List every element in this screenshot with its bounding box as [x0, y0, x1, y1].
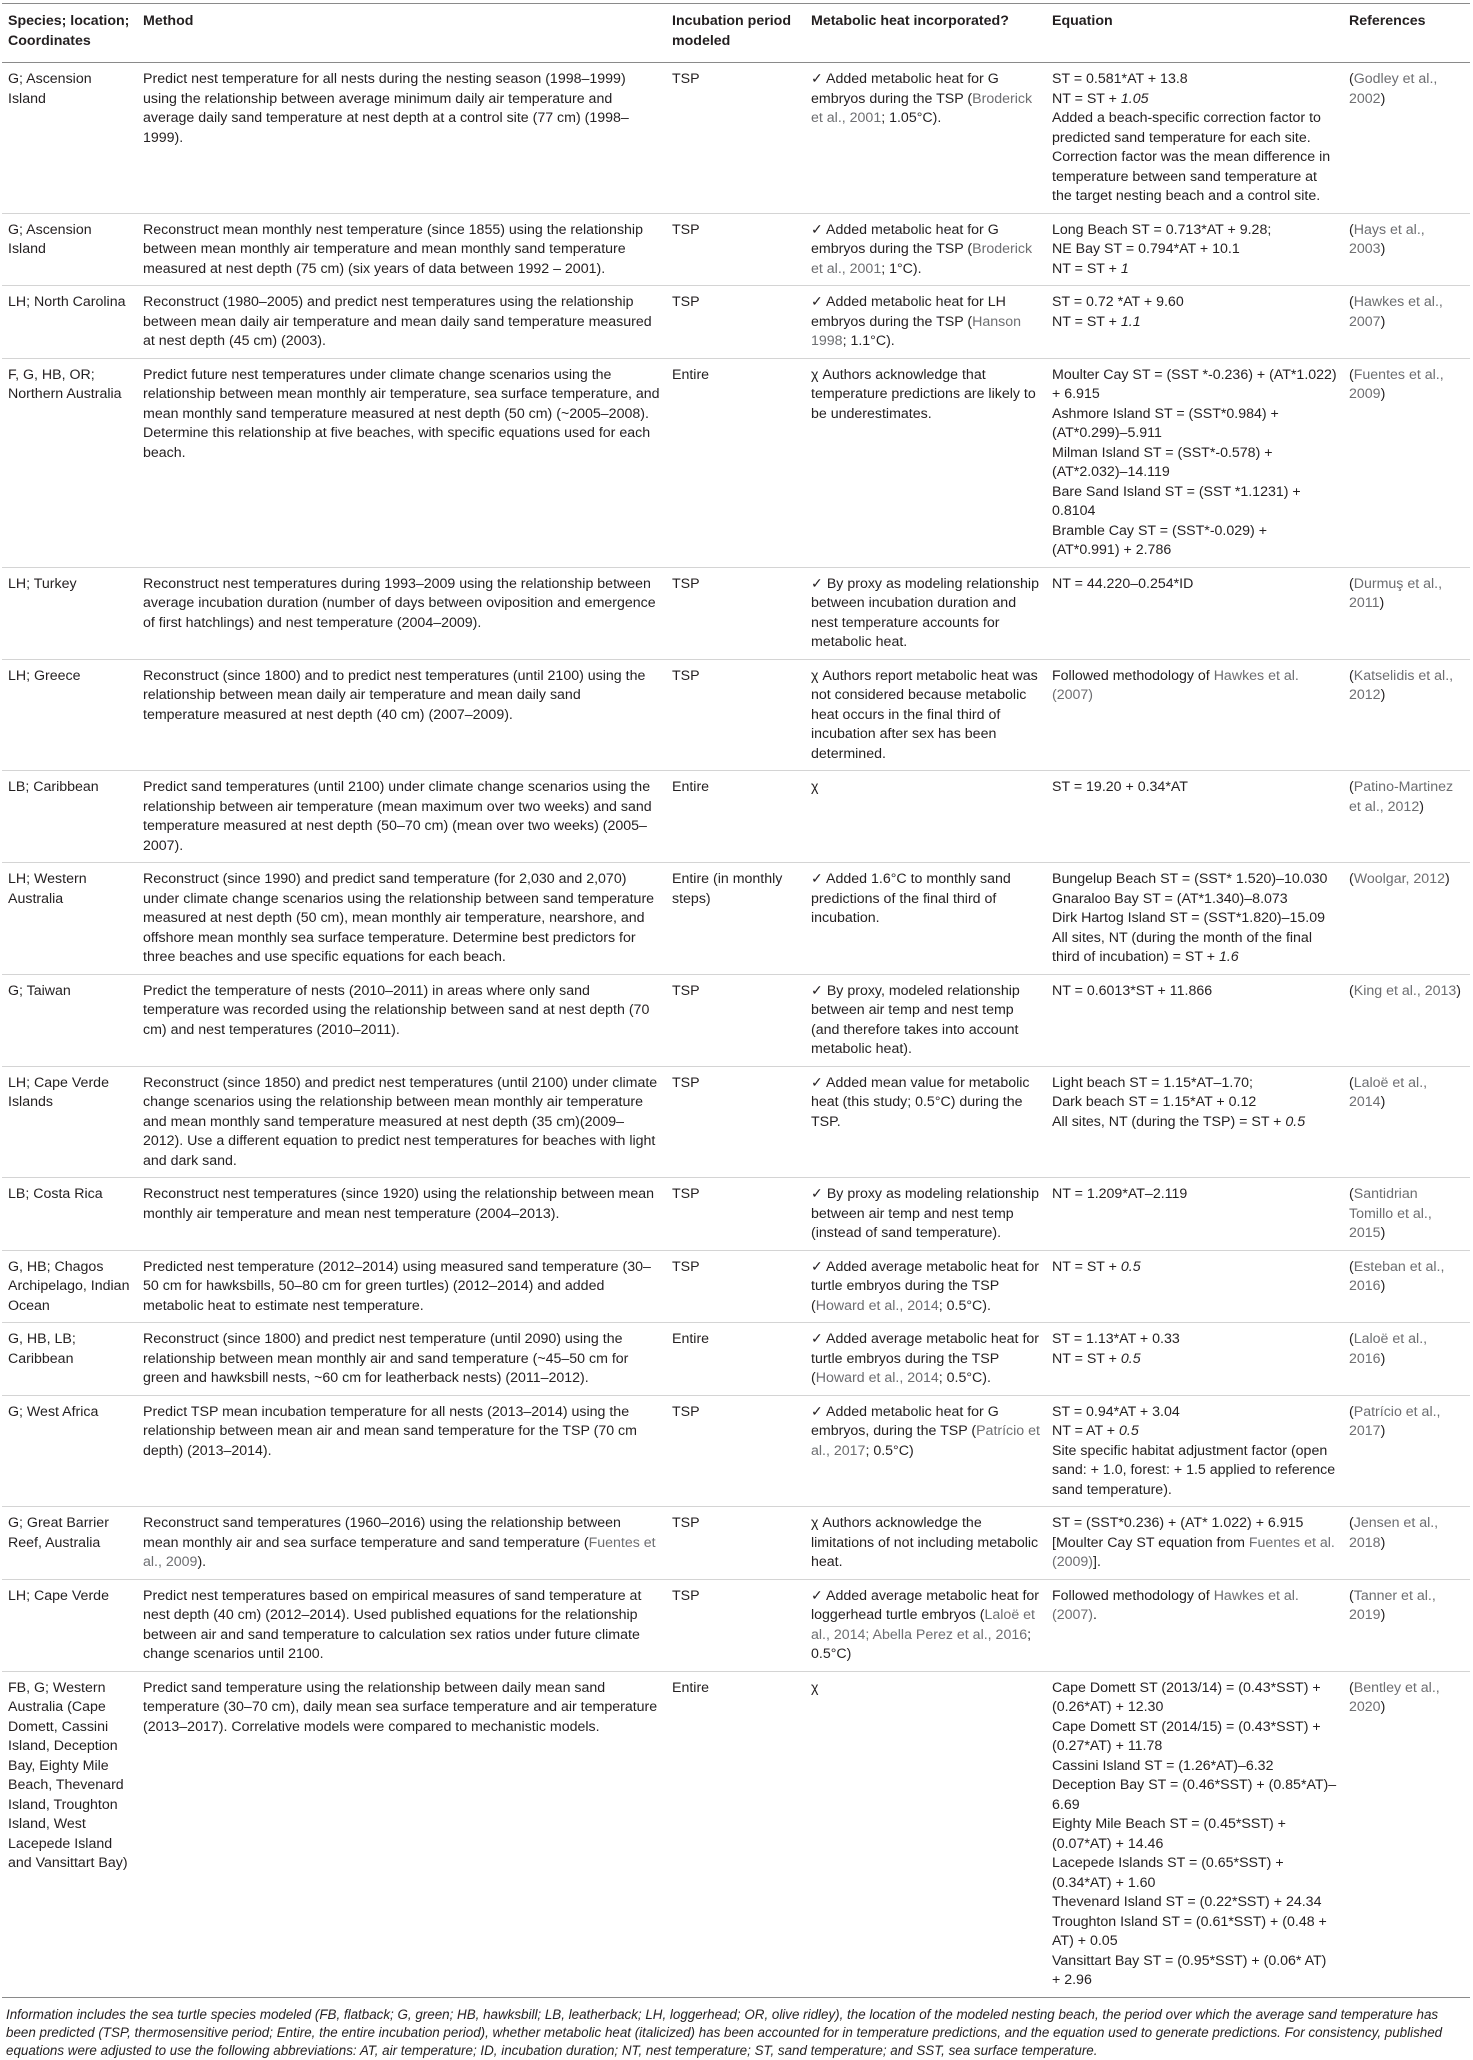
reference-link: Patino-Martinez et al., 2012: [1349, 779, 1454, 815]
metabolic-heat-term: 0.5: [1120, 1350, 1141, 1367]
cell-reference: (Patino-Martinez et al., 2012): [1343, 771, 1470, 863]
equation-line: [1052, 667, 1337, 706]
method-citation: Fuentes et al., 2009: [143, 1534, 656, 1570]
cell-species: LB; Caribbean: [2, 771, 137, 863]
equation-text: ST = 1.13*AT + 0.33: [1052, 1331, 1180, 1347]
cell-equation: [1046, 1395, 1343, 1507]
equation-text: Light beach ST = 1.15*AT–1.70;: [1052, 1074, 1253, 1091]
cell-method: [137, 1250, 666, 1323]
header-period: Incubation period modeled: [666, 4, 805, 63]
cell-equation: [1046, 863, 1343, 975]
equation-text: Dirk Hartog Island ST = (SST*1.820)–15.09: [1052, 910, 1325, 926]
equation-line: [1052, 1587, 1337, 1626]
table-row: [2, 771, 1470, 863]
equation-line: [1052, 1403, 1337, 1423]
table-row: [2, 1671, 1470, 1997]
cell-method: [137, 1066, 666, 1178]
cell-species: LH; Greece: [2, 659, 137, 771]
cell-equation: [1046, 358, 1343, 567]
equation-text: NE Bay ST = 0.794*AT + 10.1: [1052, 241, 1240, 257]
heat-citation: Howard et al., 2014: [815, 1370, 939, 1386]
cell-reference: (Woolgar, 2012): [1343, 863, 1470, 975]
reference-link: Patrício et al., 2017: [1349, 1403, 1441, 1439]
equation-line: [1052, 1442, 1337, 1501]
equation-text: Bare Sand Island ST = (SST *1.1231) + 0.8104: [1052, 483, 1301, 519]
method-text: Predict nest temperature for all nests during the nesting season (1998–1999) using the relationship between average minimum daily air temperature and average daily sand temperature at nest depth at a control site (77 cm) (1998–1999).: [143, 71, 629, 146]
equation-text: NT = 44.220–0.254*ID: [1052, 575, 1194, 592]
cell-equation: [1046, 771, 1343, 863]
cell-reference: (King et al., 2013): [1343, 974, 1470, 1066]
equation-line: [1052, 90, 1337, 110]
cell-method: [137, 1579, 666, 1671]
equation-line: [1052, 1074, 1337, 1094]
reference-link: Hays et al., 2003: [1349, 221, 1425, 257]
heat-citation: Hanson 1998: [811, 313, 1022, 349]
reference-link: Laloë et al., 2014: [1349, 1074, 1428, 1110]
equation-line: [1052, 1534, 1337, 1573]
heat-value: ; 1.05°C).: [881, 110, 942, 126]
cell-metabolic-heat: [805, 1066, 1046, 1178]
cell-equation: [1046, 1671, 1343, 1997]
cell-species: FB, G; Western Australia (Cape Domett, Cassini Island, Deception Bay, Eighty Mile Beach, Thevenard Island, Troughton Island, West Lacepede Island and Vansittart Bay): [2, 1671, 137, 1997]
header-row: [2, 4, 1470, 63]
heat-citation: Howard et al., 2014: [815, 1297, 939, 1314]
reference-link: Bentley et al., 2020: [1349, 1679, 1440, 1715]
equation-line: [1052, 1757, 1337, 1777]
reference-link: King et al., 2013: [1353, 982, 1457, 999]
cell-period: TSP: [666, 213, 805, 286]
metabolic-heat-term: 0.5: [1285, 1113, 1306, 1130]
cell-species: LH; North Carolina: [2, 286, 137, 359]
cell-species: LB; Costa Rica: [2, 1178, 137, 1251]
equation-text: Followed methodology of: [1052, 667, 1214, 684]
equation-line: [1052, 109, 1337, 207]
reference-link: Woolgar, 2012: [1353, 871, 1445, 887]
equation-text: Cape Domett ST (2014/15) = (0.43*SST) +(0.27*AT) + 11.78: [1052, 1718, 1321, 1754]
cell-period: Entire (in monthly steps): [666, 863, 805, 975]
equation-text: NT = ST +: [1052, 90, 1121, 107]
heat-text: χ Authors report metabolic heat was not considered because metabolic heat occurs in the final third of incubation after sex has been determined.: [811, 667, 1038, 762]
table-row: [2, 1250, 1470, 1323]
cell-period: TSP: [666, 1507, 805, 1580]
heat-text: ✓ By proxy as modeling relationship between incubation duration and nest temperature accounts for metabolic heat.: [811, 575, 1039, 650]
heat-value: ; 0.5°C): [865, 1442, 914, 1459]
cell-metabolic-heat: ✓ Added average metabolic heat for turtle embryos during the TSP (Howard et al., 2014; 0.5°C).: [805, 1323, 1046, 1396]
equation-text: Lacepede Islands ST = (0.65*SST) + (0.34*AT) + 1.60: [1052, 1855, 1284, 1891]
heat-citation: Patrício et al., 2017: [811, 1423, 1040, 1459]
metabolic-heat-term: 1.1: [1120, 313, 1141, 330]
heat-value: ; 0.5°C).: [938, 1297, 991, 1314]
method-text: Predict future nest temperatures under climate change scenarios using the relationship between mean monthly air temperature, sea surface temperature, and mean monthly sand temperature measured at nest depth (50 cm) (~2005–2008). Determine this relationship at five beaches, with specific equations used for each beach.: [143, 366, 660, 461]
cell-equation: [1046, 974, 1343, 1066]
equation-text: Added a beach-specific correction factor to predicted sand temperature for each site. Correction factor was the mean difference in temperature between sand temperature at the target nesting beach and a control site.: [1052, 110, 1331, 204]
cell-period: TSP: [666, 1066, 805, 1178]
equation-line: [1052, 890, 1337, 910]
cell-equation: [1046, 1178, 1343, 1251]
equation-text: Milman Island ST = (SST*-0.578) + (AT*2.032)–14.119: [1052, 444, 1273, 480]
equation-line: [1052, 1913, 1337, 1952]
cell-method: Reconstruct sand temperatures (1960–2016) using the relationship between mean monthly air and sea surface temperature and sand temperature (Fuentes et al., 2009).: [137, 1507, 666, 1580]
cell-method: [137, 567, 666, 659]
cell-metabolic-heat: ✓ Added metabolic heat for G embryos during the TSP (Broderick et al., 2001; 1.05°C).: [805, 63, 1046, 214]
cell-metabolic-heat: [805, 974, 1046, 1066]
equation-line: [1052, 1514, 1337, 1534]
cell-metabolic-heat: [805, 567, 1046, 659]
equation-text: Bramble Cay ST = (SST*-0.029) + (AT*0.991) + 2.786: [1052, 522, 1268, 558]
table-row: [2, 1066, 1470, 1178]
reference-link: Fuentes et al., 2009: [1349, 366, 1444, 402]
equation-text: Long Beach ST = 0.713*AT + 9.28;: [1052, 221, 1272, 238]
cell-metabolic-heat: [805, 863, 1046, 975]
cell-period: TSP: [666, 1250, 805, 1323]
table-row: [2, 1395, 1470, 1507]
equation-line: [1052, 1093, 1337, 1113]
equation-line: [1052, 240, 1337, 260]
table-row: [2, 567, 1470, 659]
cell-equation: [1046, 567, 1343, 659]
cell-reference: (Fuentes et al., 2009): [1343, 358, 1470, 567]
header-equation: Equation: [1046, 4, 1343, 63]
heat-text: ✓ Added metabolic heat for G embryos, during the TSP: [811, 1403, 999, 1439]
equation-text: Ashmore Island ST = (SST*0.984) + (AT*0.299)–5.911: [1052, 405, 1279, 441]
cell-metabolic-heat: ✓ Added metabolic heat for G embryos, during the TSP (Patrício et al., 2017; 0.5°C): [805, 1395, 1046, 1507]
cell-method: [137, 659, 666, 771]
equation-text: ST = 0.581*AT + 13.8: [1052, 71, 1188, 87]
cell-reference: (Laloë et al., 2016): [1343, 1323, 1470, 1396]
equation-line: [1052, 1258, 1337, 1278]
equation-text: Moulter Cay ST = (SST *-0.236) + (AT*1.022) + 6.915: [1052, 366, 1337, 402]
metabolic-heat-term: 1: [1120, 260, 1129, 277]
method-text: Reconstruct (since 1990) and predict sand temperature (for 2,030 and 2,070) under climate change scenarios using the relationship between sand temperature measured at nest depth (50 cm), mean monthly air temperature, nearshore, and offshore mean monthly sea surface temperature. Determine best predictors for three beaches and use specific equations for each beach.: [143, 871, 655, 965]
cell-reference: (Jensen et al., 2018): [1343, 1507, 1470, 1580]
method-text: Reconstruct mean monthly nest temperature (since 1855) using the relationship between mean monthly air temperature and mean monthly sand temperature measured at nest depth (75 cm) (six years of data between 1992 – 2001).: [143, 221, 643, 277]
table-row: [2, 1507, 1470, 1580]
equation-line: [1052, 1679, 1337, 1718]
header-method: Method: [137, 4, 666, 63]
cell-period: Entire: [666, 1671, 805, 1997]
cell-reference: (Bentley et al., 2020): [1343, 1671, 1470, 1997]
equation-line: [1052, 1350, 1337, 1370]
equation-text: Cape Domett ST (2013/14) = (0.43*SST) + (0.26*AT) + 12.30: [1052, 1679, 1321, 1715]
cell-method: [137, 213, 666, 286]
cell-metabolic-heat: ✓ Added average metabolic heat for loggerhead turtle embryos (Laloë et al., 2014; Abella Perez et al., 2016; 0.5°C): [805, 1579, 1046, 1671]
cell-period: TSP: [666, 974, 805, 1066]
equation-line: [1052, 221, 1337, 241]
cell-equation: [1046, 286, 1343, 359]
reference-link: Esteban et al., 2016: [1349, 1258, 1445, 1294]
method-text: Predict nest temperatures based on empirical measures of sand temperature at nest depth (40 cm) (2012–2014). Used published equations for the relationship between air and sand temperature to calculation sex ratios under future climate change scenarios until 2100.: [143, 1587, 642, 1662]
equation-citation: Hawkes et al. (2007): [1052, 667, 1299, 703]
equation-line: [1052, 929, 1337, 968]
method-text: Predict the temperature of nests (2010–2011) in areas where only sand temperature was recorded using the relationship between sand at nest depth (70 cm) and nest temperatures (2010–2011).: [143, 982, 650, 1038]
cell-method: [137, 1323, 666, 1396]
cell-metabolic-heat: ✓ Added metabolic heat for G embryos during the TSP (Broderick et al., 2001; 1°C).: [805, 213, 1046, 286]
equation-line: [1052, 1952, 1337, 1991]
table-container: [2, 3, 1470, 2060]
reference-link: Jensen et al., 2018: [1349, 1515, 1439, 1551]
equation-text: NT = ST +: [1052, 260, 1121, 277]
cell-species: G; West Africa: [2, 1395, 137, 1507]
method-text: Reconstruct (since 1800) and to predict nest temperatures (until 2100) using the relationship between mean daily air temperature and mean daily sand temperature measured at nest depth (40 cm) (2007–2009).: [143, 667, 646, 723]
equation-text: Gnaraloo Bay ST = (AT*1.340)–8.073: [1052, 890, 1288, 907]
cell-method: [137, 974, 666, 1066]
equation-text: Cassini Island ST = (1.26*AT)–6.32: [1052, 1757, 1274, 1774]
cell-period: TSP: [666, 1579, 805, 1671]
method-text: Predict TSP mean incubation temperature for all nests (2013–2014) using the relationship between mean air and mean sand temperature for the TSP (70 cm depth) (2013–2014).: [143, 1403, 637, 1459]
equation-line: [1052, 1113, 1337, 1133]
cell-equation: [1046, 1579, 1343, 1671]
heat-text: ✓ By proxy as modeling relationship between air temp and nest temp (instead of sand temperature).: [811, 1186, 1039, 1241]
table-row: [2, 286, 1470, 359]
method-text: Reconstruct nest temperatures (since 1920) using the relationship between mean monthly air temperature and mean nest temperature (2004–2013).: [143, 1186, 655, 1222]
table-row: [2, 1323, 1470, 1396]
equation-line: [1052, 483, 1337, 522]
cell-method: [137, 771, 666, 863]
equation-text: [Moulter Cay ST equation from: [1052, 1534, 1249, 1551]
equation-line: [1052, 260, 1337, 280]
heat-text: ✓ Added 1.6°C to monthly sand predictions of the final third of incubation.: [811, 871, 1011, 926]
cell-period: Entire: [666, 1323, 805, 1396]
equation-text: NT = ST +: [1052, 313, 1121, 330]
cell-period: TSP: [666, 63, 805, 214]
header-references: References: [1343, 4, 1470, 63]
heat-text: ✓ By proxy, modeled relationship between air temp and nest temp (and therefore takes into account metabolic heat).: [811, 982, 1020, 1057]
cell-equation: [1046, 1250, 1343, 1323]
cell-period: TSP: [666, 567, 805, 659]
cell-species: LH; Cape Verde: [2, 1579, 137, 1671]
method-text: Reconstruct nest temperatures during 1993–2009 using the relationship between average incubation duration (number of days between oviposition and emergence of first hatchlings) and nest temperature (2004–2009).: [143, 575, 656, 631]
equation-line: [1052, 870, 1337, 890]
cell-species: G; Ascension Island: [2, 213, 137, 286]
metabolic-heat-term: 1.05: [1120, 90, 1149, 107]
heat-text: ✓ Added average metabolic heat for turtle embryos during the TSP: [811, 1331, 1039, 1367]
cell-reference: (Esteban et al., 2016): [1343, 1250, 1470, 1323]
method-text: Predict sand temperatures (until 2100) under climate change scenarios using the relationship between air temperature (mean maximum over two weeks) and sand temperature measured at nest depth (50–70 cm) (mean over two weeks) (2005–2007).: [143, 779, 652, 854]
cell-equation: [1046, 63, 1343, 214]
equation-line: [1052, 1854, 1337, 1893]
cell-method: [137, 1395, 666, 1507]
equation-line: [1052, 405, 1337, 444]
cell-equation: [1046, 1066, 1343, 1178]
equation-text: Bungelup Beach ST = (SST* 1.520)–10.030: [1052, 871, 1328, 887]
equation-text: NT = 1.209*AT–2.119: [1052, 1186, 1188, 1202]
equation-line: [1052, 1330, 1337, 1350]
equation-text: Site specific habitat adjustment factor (open sand: + 1.0, forest: + 1.5 applied to reference sand temperature).: [1052, 1442, 1336, 1498]
header-species: Species; location; Coordinates: [2, 4, 137, 63]
cell-species: G; Great Barrier Reef, Australia: [2, 1507, 137, 1580]
cell-period: TSP: [666, 286, 805, 359]
cell-equation: [1046, 659, 1343, 771]
cell-reference: (Santidrian Tomillo et al., 2015): [1343, 1178, 1470, 1251]
reference-link: Hawkes et al., 2007: [1349, 294, 1443, 330]
heat-text: χ: [811, 1679, 819, 1696]
cell-method: [137, 863, 666, 975]
method-text: Reconstruct (since 1800) and predict nest temperature (until 2090) using the relationship between mean monthly air and sand temperature (~45–50 cm for green and hawksbill nests, ~60 cm for leatherback nests) (2011–2012).: [143, 1331, 629, 1386]
heat-text: ✓ Added metabolic heat for LH embryos during the TSP: [811, 294, 1006, 330]
heat-citation: Broderick et al., 2001: [811, 241, 1033, 277]
equation-citation: Fuentes et al. (2009): [1052, 1534, 1335, 1570]
table-row: [2, 974, 1470, 1066]
metabolic-heat-term: 0.5: [1119, 1423, 1139, 1439]
equation-text: NT = ST +: [1052, 1258, 1121, 1275]
reference-link: Durmuş et al., 2011: [1349, 575, 1443, 611]
equation-line: [1052, 909, 1337, 929]
cell-reference: (Godley et al., 2002): [1343, 63, 1470, 214]
heat-text: ✓ Added average metabolic heat for loggerhead turtle embryos: [811, 1587, 1039, 1623]
metabolic-heat-term: 0.5: [1120, 1258, 1141, 1275]
metabolic-heat-term: 1.6: [1218, 949, 1239, 965]
cell-metabolic-heat: ✓ Added metabolic heat for LH embryos during the TSP (Hanson 1998; 1.1°C).: [805, 286, 1046, 359]
reference-link: Santidrian Tomillo et al., 2015: [1349, 1186, 1432, 1241]
method-text: Reconstruct (1980–2005) and predict nest temperatures using the relationship between mean daily air temperature and mean daily sand temperature measured at nest depth (45 cm) (2003).: [143, 294, 652, 349]
cell-species: G, HB, LB; Caribbean: [2, 1323, 137, 1396]
cell-metabolic-heat: ✓ Added average metabolic heat for turtle embryos during the TSP (Howard et al., 2014; 0.5°C).: [805, 1250, 1046, 1323]
cell-period: TSP: [666, 659, 805, 771]
reference-link: Laloë et al., 2016: [1349, 1331, 1428, 1367]
equation-line: [1052, 444, 1337, 483]
method-text: Reconstruct sand temperatures (1960–2016) using the relationship between mean monthly air and sea surface temperature and sand temperature: [143, 1515, 621, 1551]
table-body: [2, 63, 1470, 1998]
equation-line: [1052, 575, 1337, 595]
equation-line: [1052, 366, 1337, 405]
nest-temperature-table: [2, 3, 1470, 1998]
cell-metabolic-heat: [805, 659, 1046, 771]
equation-line: [1052, 1893, 1337, 1913]
heat-value: ; 0.5°C): [811, 1626, 1032, 1662]
table-row: [2, 659, 1470, 771]
header-metabolic-heat: Metabolic heat incorporated?: [805, 4, 1046, 63]
reference-link: Katselidis et al., 2012: [1349, 667, 1454, 703]
heat-text: ✓ Added mean value for metabolic heat (this study; 0.5°C) during the TSP.: [811, 1074, 1030, 1130]
cell-metabolic-heat: [805, 358, 1046, 567]
equation-text: NT = ST +: [1052, 1350, 1121, 1367]
equation-text: NT = AT +: [1052, 1423, 1120, 1439]
cell-species: G; Ascension Island: [2, 63, 137, 214]
cell-species: G; Taiwan: [2, 974, 137, 1066]
table-row: [2, 1178, 1470, 1251]
equation-line: [1052, 778, 1337, 798]
table-row: [2, 358, 1470, 567]
equation-text: Vansittart Bay ST = (0.95*SST) + (0.06* AT) + 2.96: [1052, 1952, 1327, 1988]
heat-text: ✓ Added average metabolic heat for turtle embryos during the TSP: [811, 1258, 1039, 1294]
heat-value: ; 1°C).: [881, 260, 922, 277]
equation-line: [1052, 70, 1337, 90]
cell-reference: (Tanner et al., 2019): [1343, 1579, 1470, 1671]
heat-value: ; 1.1°C).: [842, 333, 895, 349]
heat-text: χ Authors acknowledge that temperature predictions are likely to be underestimates.: [811, 366, 1036, 422]
cell-period: Entire: [666, 358, 805, 567]
cell-equation: [1046, 1323, 1343, 1396]
method-text: Predicted nest temperature (2012–2014) using measured sand temperature (30–50 cm for hawksbills, 50–80 cm for green turtles) (2012–2014) and added metabolic heat to estimate nest temperature.: [143, 1258, 651, 1314]
cell-metabolic-heat: [805, 1507, 1046, 1580]
cell-reference: (Katselidis et al., 2012): [1343, 659, 1470, 771]
cell-method: [137, 358, 666, 567]
equation-text: All sites, NT (during the TSP) = ST +: [1052, 1113, 1286, 1130]
reference-link: Godley et al., 2002: [1349, 71, 1438, 107]
equation-line: [1052, 522, 1337, 561]
cell-metabolic-heat: [805, 1671, 1046, 1997]
cell-reference: (Hays et al., 2003): [1343, 213, 1470, 286]
table-footnote: Information includes the sea turtle species modeled (FB, flatback; G, green; HB, hawksbill; LB, leatherback; LH, loggerhead; OR, olive ridley), the location of the modeled nesting beach, the period over which the average sand temperature has been predicted (TSP, thermosensitive period; Entire, the entire incubation period), whether metabolic heat (italicized) has been accounted for in temperature predictions, and the equation used to generate predictions. For consistency, published equations were adjusted to use the following abbreviations: AT, air temperature; ID, incubation duration; NT, nest temperature; ST, sand temperature; and SST, sea surface temperature.: [6, 2006, 1443, 2058]
table-row: [2, 863, 1470, 975]
table-row: [2, 213, 1470, 286]
cell-species: G, HB; Chagos Archipelago, Indian Ocean: [2, 1250, 137, 1323]
equation-text: Dark beach ST = 1.15*AT + 0.12: [1052, 1094, 1257, 1110]
equation-line: [1052, 982, 1337, 1002]
heat-value: ; 0.5°C).: [938, 1370, 991, 1386]
cell-method: [137, 1671, 666, 1997]
equation-text: Deception Bay ST = (0.46*SST) + (0.85*AT)–6.69: [1052, 1777, 1337, 1813]
equation-text: Thevenard Island ST = (0.22*SST) + 24.34: [1052, 1894, 1322, 1910]
cell-species: F, G, HB, OR; Northern Australia: [2, 358, 137, 567]
cell-equation: [1046, 213, 1343, 286]
cell-reference: (Patrício et al., 2017): [1343, 1395, 1470, 1507]
equation-line: [1052, 313, 1337, 333]
heat-text: χ Authors acknowledge the limitations of not including metabolic heat.: [811, 1515, 1039, 1570]
cell-reference: (Hawkes et al., 2007): [1343, 286, 1470, 359]
cell-method: [137, 63, 666, 214]
method-text: Reconstruct (since 1850) and predict nest temperatures (until 2100) under climate change scenarios using the relationship between mean monthly air temperature and mean monthly sand temperature measured at nest depth (35 cm)(2009–2012). Use a different equation to predict nest temperatures for beaches with light and dark sand.: [143, 1074, 658, 1169]
equation-text: NT = 0.6013*ST + 11.866: [1052, 982, 1213, 999]
heat-text: ✓ Added metabolic heat for G embryos during the TSP: [811, 71, 999, 107]
cell-species: LH; Cape Verde Islands: [2, 1066, 137, 1178]
equation-text: ST = 0.72 *AT + 9.60: [1052, 294, 1184, 310]
equation-line: [1052, 1815, 1337, 1854]
cell-equation: [1046, 1507, 1343, 1580]
cell-method: [137, 286, 666, 359]
cell-period: Entire: [666, 771, 805, 863]
equation-suffix: ].: [1093, 1554, 1101, 1570]
cell-reference: (Laloë et al., 2014): [1343, 1066, 1470, 1178]
table-row: [2, 63, 1470, 214]
equation-text: Followed methodology of: [1052, 1587, 1214, 1604]
cell-reference: (Durmuş et al., 2011): [1343, 567, 1470, 659]
heat-citation: Laloë et al., 2014; Abella Perez et al., 2016: [811, 1607, 1035, 1643]
equation-text: All sites, NT (during the month of the final third of incubation) = ST +: [1052, 929, 1312, 965]
cell-metabolic-heat: [805, 1178, 1046, 1251]
cell-metabolic-heat: [805, 771, 1046, 863]
equation-line: [1052, 1422, 1337, 1442]
cell-method: [137, 1178, 666, 1251]
table-row: [2, 1579, 1470, 1671]
equation-citation: Hawkes et al. (2007): [1052, 1587, 1299, 1623]
cell-period: TSP: [666, 1395, 805, 1507]
heat-text: χ: [811, 779, 819, 795]
equation-line: [1052, 1185, 1337, 1205]
equation-text: Eighty Mile Beach ST = (0.45*SST) + (0.07*AT) + 14.46: [1052, 1816, 1286, 1852]
cell-species: LH; Turkey: [2, 567, 137, 659]
heat-text: ✓ Added metabolic heat for G embryos during the TSP: [811, 221, 999, 257]
method-text: Predict sand temperature using the relationship between daily mean sand temperature (30–70 cm), daily mean sea surface temperature and air temperature (2013–2017). Correlative models were compared to mechanistic models.: [143, 1679, 658, 1735]
equation-suffix: .: [1093, 1607, 1097, 1623]
cell-species: LH; Western Australia: [2, 863, 137, 975]
equation-line: [1052, 1718, 1337, 1757]
equation-text: ST = 19.20 + 0.34*AT: [1052, 779, 1188, 795]
cell-period: TSP: [666, 1178, 805, 1251]
equation-line: [1052, 1776, 1337, 1815]
heat-citation: Broderick et al., 2001: [811, 90, 1033, 126]
equation-text: ST = 0.94*AT + 3.04: [1052, 1403, 1180, 1420]
equation-text: Troughton Island ST = (0.61*SST) + (0.48 + AT) + 0.05: [1052, 1913, 1327, 1949]
equation-text: ST = (SST*0.236) + (AT* 1.022) + 6.915: [1052, 1515, 1304, 1531]
equation-line: [1052, 293, 1337, 313]
reference-link: Tanner et al., 2019: [1349, 1587, 1436, 1623]
